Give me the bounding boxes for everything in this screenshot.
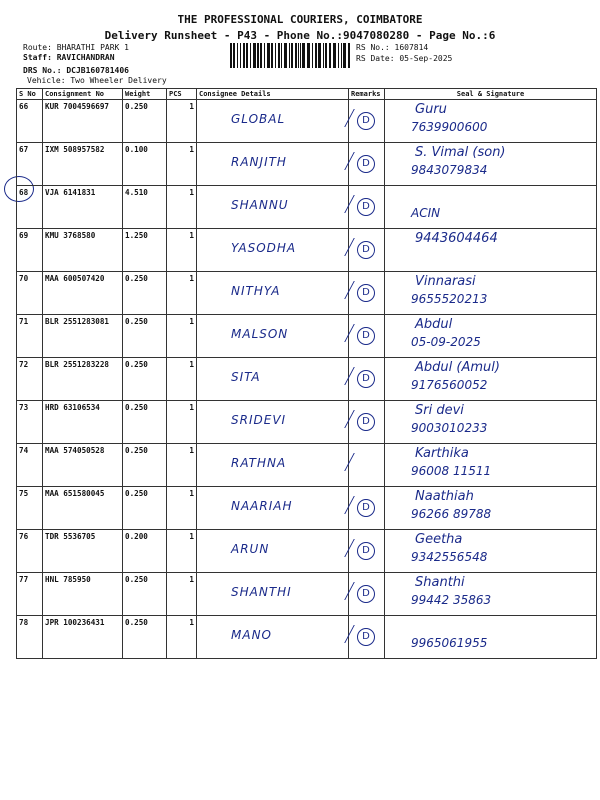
consignment-cell: KMU 3768580 [43, 229, 123, 272]
consignee-name: NITHYA [231, 284, 281, 298]
signature-cell [385, 616, 597, 659]
col-weight: Weight [123, 89, 167, 100]
remarks-cell [349, 143, 385, 186]
consignment-cell: JPR 100236431 [43, 616, 123, 659]
sno-cell: 74 [17, 444, 43, 487]
consignee-name: RATHNA [231, 456, 287, 470]
remark-mark: D [357, 628, 375, 646]
remarks-cell [349, 186, 385, 229]
weight-cell: 0.200 [123, 530, 167, 573]
pcs-cell: 1 [167, 315, 197, 358]
table-row [17, 186, 597, 229]
signature-text: Sri devi [415, 403, 464, 418]
col-pcs: PCS [167, 89, 197, 100]
remark-mark: D [357, 327, 375, 345]
pcs-cell: 1 [167, 530, 197, 573]
remark-mark: D [357, 155, 375, 173]
sno-cell: 77 [17, 573, 43, 616]
consignment-cell: TDR 5536705 [43, 530, 123, 573]
remark-mark: D [357, 499, 375, 517]
remark-mark: D [357, 198, 375, 216]
consignee-cell [197, 573, 349, 616]
sno-cell: 68 [17, 186, 43, 229]
table-header-row [17, 89, 597, 100]
remarks-cell [349, 100, 385, 143]
weight-cell: 0.250 [123, 315, 167, 358]
consignee-name: SHANNU [231, 198, 289, 212]
consignment-cell: MAA 600507420 [43, 272, 123, 315]
remark-mark: D [357, 241, 375, 259]
runsheet-table [16, 88, 597, 659]
consignment-cell: BLR 2551283228 [43, 358, 123, 401]
signature-text: Abdul [415, 317, 453, 332]
consignee-cell [197, 401, 349, 444]
table-row [17, 229, 597, 272]
weight-cell: 0.250 [123, 487, 167, 530]
consignee-name: RANJITH [231, 155, 287, 169]
pcs-cell: 1 [167, 229, 197, 272]
consignee-name: MANO [231, 628, 272, 642]
signature-text: Shanthi [415, 575, 465, 590]
signature-cell [385, 315, 597, 358]
consignee-name: YASODHA [231, 241, 297, 255]
signature-phone: 99442 35863 [411, 593, 492, 607]
signature-phone: 9003010233 [411, 421, 488, 435]
remarks-cell [349, 444, 385, 487]
pcs-cell: 1 [167, 143, 197, 186]
signature-text: Guru [415, 102, 447, 117]
col-remarks: Remarks [349, 89, 385, 100]
pcs-cell: 1 [167, 272, 197, 315]
signature-phone: 9342556548 [411, 550, 488, 564]
pcs-cell: 1 [167, 444, 197, 487]
consignment-cell: BLR 2551283081 [43, 315, 123, 358]
staff-label: Staff: RAVICHANDRAN [23, 53, 115, 62]
signature-phone: 9965061955 [411, 636, 488, 650]
table-row [17, 401, 597, 444]
consignment-cell: MAA 574050528 [43, 444, 123, 487]
signature-cell [385, 186, 597, 229]
weight-cell: 0.250 [123, 444, 167, 487]
consignee-name: ARUN [231, 542, 270, 556]
signature-cell [385, 143, 597, 186]
sno-cell: 69 [17, 229, 43, 272]
signature-cell [385, 229, 597, 272]
sno-cell: 66 [17, 100, 43, 143]
pcs-cell: 1 [167, 100, 197, 143]
signature-cell [385, 487, 597, 530]
signature-text: S. Vimal (son) [415, 145, 506, 160]
remarks-cell [349, 530, 385, 573]
signature-phone: 96008 11511 [411, 464, 492, 478]
remarks-cell [349, 487, 385, 530]
remark-mark: D [357, 585, 375, 603]
consignee-cell [197, 315, 349, 358]
route-label: Route: BHARATHI PARK 1 [23, 43, 129, 52]
signature-cell [385, 444, 597, 487]
consignment-cell: KUR 7004596697 [43, 100, 123, 143]
signature-cell [385, 272, 597, 315]
consignee-name: NAARIAH [231, 499, 293, 513]
table-row [17, 100, 597, 143]
consignment-cell: VJA 6141831 [43, 186, 123, 229]
sno-cell: 67 [17, 143, 43, 186]
remarks-cell [349, 229, 385, 272]
company-title: THE PROFESSIONAL COURIERS, COIMBATORE [177, 13, 423, 26]
sno-cell: 70 [17, 272, 43, 315]
remarks-cell [349, 358, 385, 401]
remark-mark: D [357, 284, 375, 302]
table-row [17, 487, 597, 530]
consignee-cell [197, 229, 349, 272]
consignee-cell [197, 272, 349, 315]
signature-phone: 96266 89788 [411, 507, 492, 521]
signature-text: 9443604464 [415, 231, 498, 246]
signature-phone: 9655520213 [411, 292, 488, 306]
table-row [17, 315, 597, 358]
consignment-cell: MAA 651580045 [43, 487, 123, 530]
col-consignment: Consignment No [43, 89, 123, 100]
weight-cell: 4.510 [123, 186, 167, 229]
remark-mark: D [357, 370, 375, 388]
signature-phone: ACIN [411, 206, 441, 220]
pcs-cell: 1 [167, 616, 197, 659]
consignee-name: SITA [231, 370, 261, 384]
remarks-cell [349, 272, 385, 315]
runsheet-subtitle: Delivery Runsheet - P43 - Phone No.:9047080280 - Page No.:6 [104, 29, 496, 42]
weight-cell: 0.250 [123, 100, 167, 143]
consignee-cell [197, 487, 349, 530]
signature-phone: 9176560052 [411, 378, 488, 392]
consignee-cell [197, 143, 349, 186]
weight-cell: 0.250 [123, 401, 167, 444]
signature-phone: 9843079834 [411, 163, 488, 177]
consignee-name: SHANTHI [231, 585, 292, 599]
signature-cell [385, 100, 597, 143]
signature-text: Naathiah [415, 489, 474, 504]
pcs-cell: 1 [167, 358, 197, 401]
signature-cell [385, 530, 597, 573]
col-consignee: Consignee Details [197, 89, 349, 100]
signature-text: Geetha [415, 532, 463, 547]
signature-text: Abdul (Amul) [415, 360, 500, 375]
signature-phone: 7639900600 [411, 120, 488, 134]
weight-cell: 0.250 [123, 272, 167, 315]
signature-phone: 05-09-2025 [411, 335, 481, 349]
weight-cell: 0.100 [123, 143, 167, 186]
table-row [17, 616, 597, 659]
signature-cell [385, 573, 597, 616]
remarks-cell [349, 573, 385, 616]
sno-cell: 71 [17, 315, 43, 358]
consignee-cell [197, 186, 349, 229]
rs-date: RS Date: 05-Sep-2025 [356, 54, 453, 63]
consignee-cell [197, 616, 349, 659]
consignment-cell: HRD 63106534 [43, 401, 123, 444]
weight-cell: 0.250 [123, 573, 167, 616]
col-signature: Seal & Signature [385, 89, 597, 100]
remarks-cell [349, 401, 385, 444]
remarks-cell [349, 315, 385, 358]
pcs-cell: 1 [167, 186, 197, 229]
signature-text: Vinnarasi [415, 274, 476, 289]
sno-cell: 72 [17, 358, 43, 401]
pcs-cell: 1 [167, 573, 197, 616]
signature-cell [385, 358, 597, 401]
consignee-name: SRIDEVI [231, 413, 287, 427]
table-row [17, 143, 597, 186]
rs-number: RS No.: 1607814 [356, 43, 429, 52]
sno-cell: 73 [17, 401, 43, 444]
table-row [17, 444, 597, 487]
table-row [17, 272, 597, 315]
remark-mark: D [357, 112, 375, 130]
consignee-cell [197, 100, 349, 143]
vehicle-label: Vehicle: Two Wheeler Delivery [27, 76, 167, 85]
weight-cell: 1.250 [123, 229, 167, 272]
signature-cell [385, 401, 597, 444]
drs-number: DRS No.: DCJB160781406 [23, 66, 129, 75]
remark-mark: D [357, 542, 375, 560]
sno-cell: 75 [17, 487, 43, 530]
remarks-cell [349, 616, 385, 659]
remark-mark: D [357, 413, 375, 431]
weight-cell: 0.250 [123, 616, 167, 659]
consignment-cell: HNL 785950 [43, 573, 123, 616]
sno-cell: 76 [17, 530, 43, 573]
table-row [17, 573, 597, 616]
col-sno: S No [17, 89, 43, 100]
barcode-icon [230, 43, 352, 68]
pcs-cell: 1 [167, 487, 197, 530]
weight-cell: 0.250 [123, 358, 167, 401]
table-row [17, 358, 597, 401]
consignee-cell [197, 444, 349, 487]
table-row [17, 530, 597, 573]
signature-text: Karthika [415, 446, 469, 461]
consignee-cell [197, 530, 349, 573]
consignee-name: MALSON [231, 327, 289, 341]
consignee-name: GLOBAL [231, 112, 286, 126]
pcs-cell: 1 [167, 401, 197, 444]
sno-cell: 78 [17, 616, 43, 659]
consignment-cell: IXM 508957582 [43, 143, 123, 186]
consignee-cell [197, 358, 349, 401]
